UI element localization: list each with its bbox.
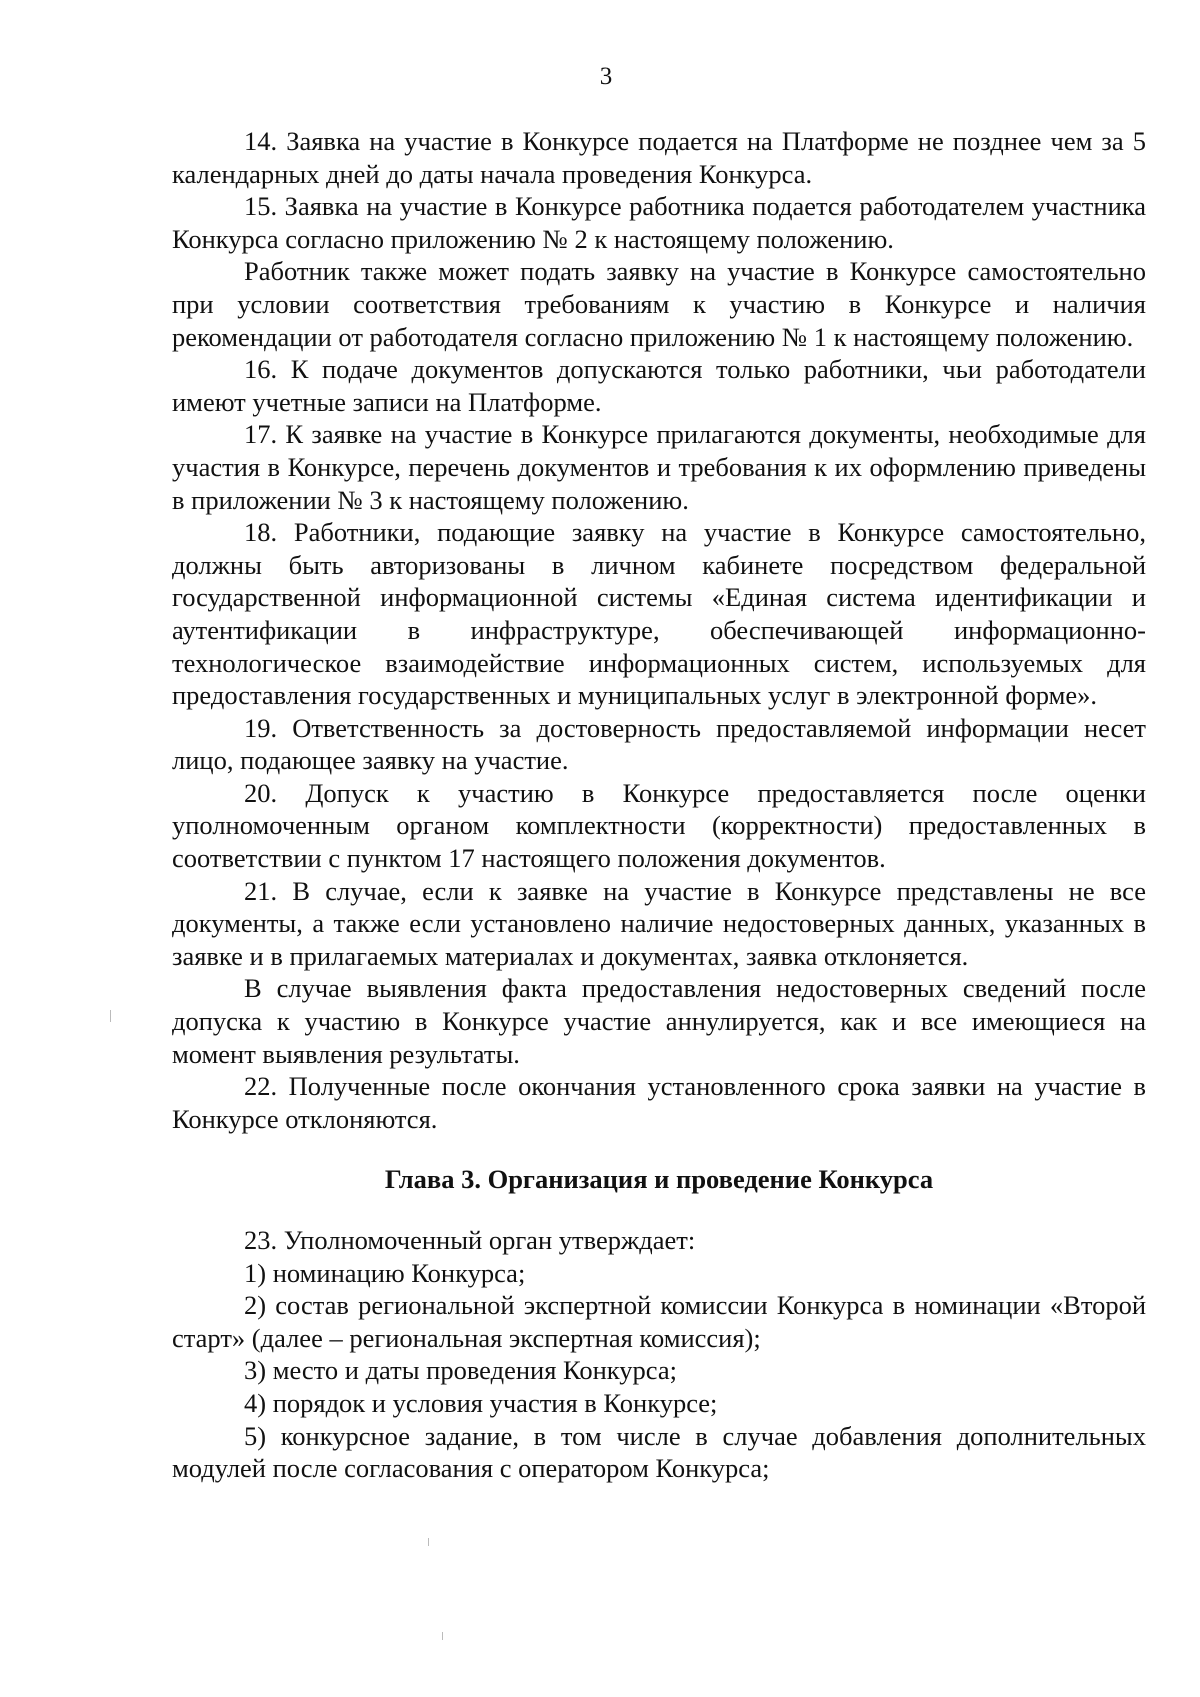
paragraph-21: 21. В случае, если к заявке на участие в Конкурсе представлены не все документы, а также если установлено наличие недостоверных данных, указанных в заявке и в прилагаемых материалах и документах, заявка отклоняется. <box>172 875 1146 971</box>
list-item-1: 1) номинацию Конкурса; <box>244 1257 526 1288</box>
document-body <box>172 125 1146 1485</box>
list-item-2: 2) состав региональной экспертной комиссии Конкурса в номинации «Второй старт» (далее – региональная экспертная комиссия); <box>172 1290 1146 1353</box>
paragraph-19: 19. Ответственность за достоверность предоставляемой информации несет лицо, подающее заявку на участие. <box>172 712 1146 776</box>
list-item-4: 4) порядок и условия участия в Конкурсе; <box>244 1387 718 1418</box>
paragraph-18: 18. Работники, подающие заявку на участие в Конкурсе самостоятельно, должны быть авторизованы в личном кабинете посредством федеральной государственной информационной системы «Единая система идентификации и аутентификации в инфраструктуре, обеспечивающей информационно-технологическое взаимодействие информационных систем, используемых для предоставления государственных и муниципальных услуг в электронной форме». <box>172 517 1146 711</box>
scan-speck <box>110 1010 111 1022</box>
paragraph-16: 16. К подаче документов допускаются только работники, чьи работодатели имеют учетные записи на Платформе. <box>172 354 1146 417</box>
paragraph-17: 17. К заявке на участие в Конкурсе прилагаются документы, необходимые для участия в Конкурсе, перечень документов и требования к их оформлению приведены в приложении № 3 к настоящему положению. <box>172 419 1146 515</box>
chapter-heading: Глава 3. Организация и проведение Конкурса <box>384 1164 934 1195</box>
paragraph-21-annulment: В случае выявления факта предоставления недостоверных сведений после допуска к участию в Конкурсе участие аннулируется, как и все имеющиеся на момент выявления результаты. <box>172 973 1146 1069</box>
scan-speck <box>442 1632 443 1640</box>
paragraph-20: 20. Допуск к участию в Конкурсе предоставляется после оценки уполномоченным органом комплектности (корректности) предоставленных в соответствии с пунктом 17 настоящего положения документов. <box>172 777 1146 874</box>
list-item-3: 3) место и даты проведения Конкурса; <box>244 1355 678 1386</box>
paragraph-14: 14. Заявка на участие в Конкурсе подается на Платформе не позднее чем за 5 календарных дней до даты начала проведения Конкурса. <box>172 126 1146 189</box>
list-item-5: 5) конкурсное задание, в том числе в случае добавления дополнительных модулей после согласования с оператором Конкурса; <box>172 1420 1146 1484</box>
scan-speck <box>428 1538 429 1546</box>
paragraph-15-worker: Работник также может подать заявку на участие в Конкурсе самостоятельно при условии соответствия требованиям к участию в Конкурсе и наличия рекомендации от работодателя согласно приложению № 1 к настоящему положению. <box>172 256 1146 352</box>
paragraph-23: 23. Уполномоченный орган утверждает: <box>244 1225 696 1255</box>
paragraph-15: 15. Заявка на участие в Конкурсе работника подается работодателем участника Конкурса согласно приложению № 2 к настоящему положению. <box>172 191 1146 254</box>
page-number: 3 <box>599 63 613 90</box>
paragraph-22: 22. Полученные после окончания установленного срока заявки на участие в Конкурсе отклоняются. <box>172 1071 1146 1134</box>
